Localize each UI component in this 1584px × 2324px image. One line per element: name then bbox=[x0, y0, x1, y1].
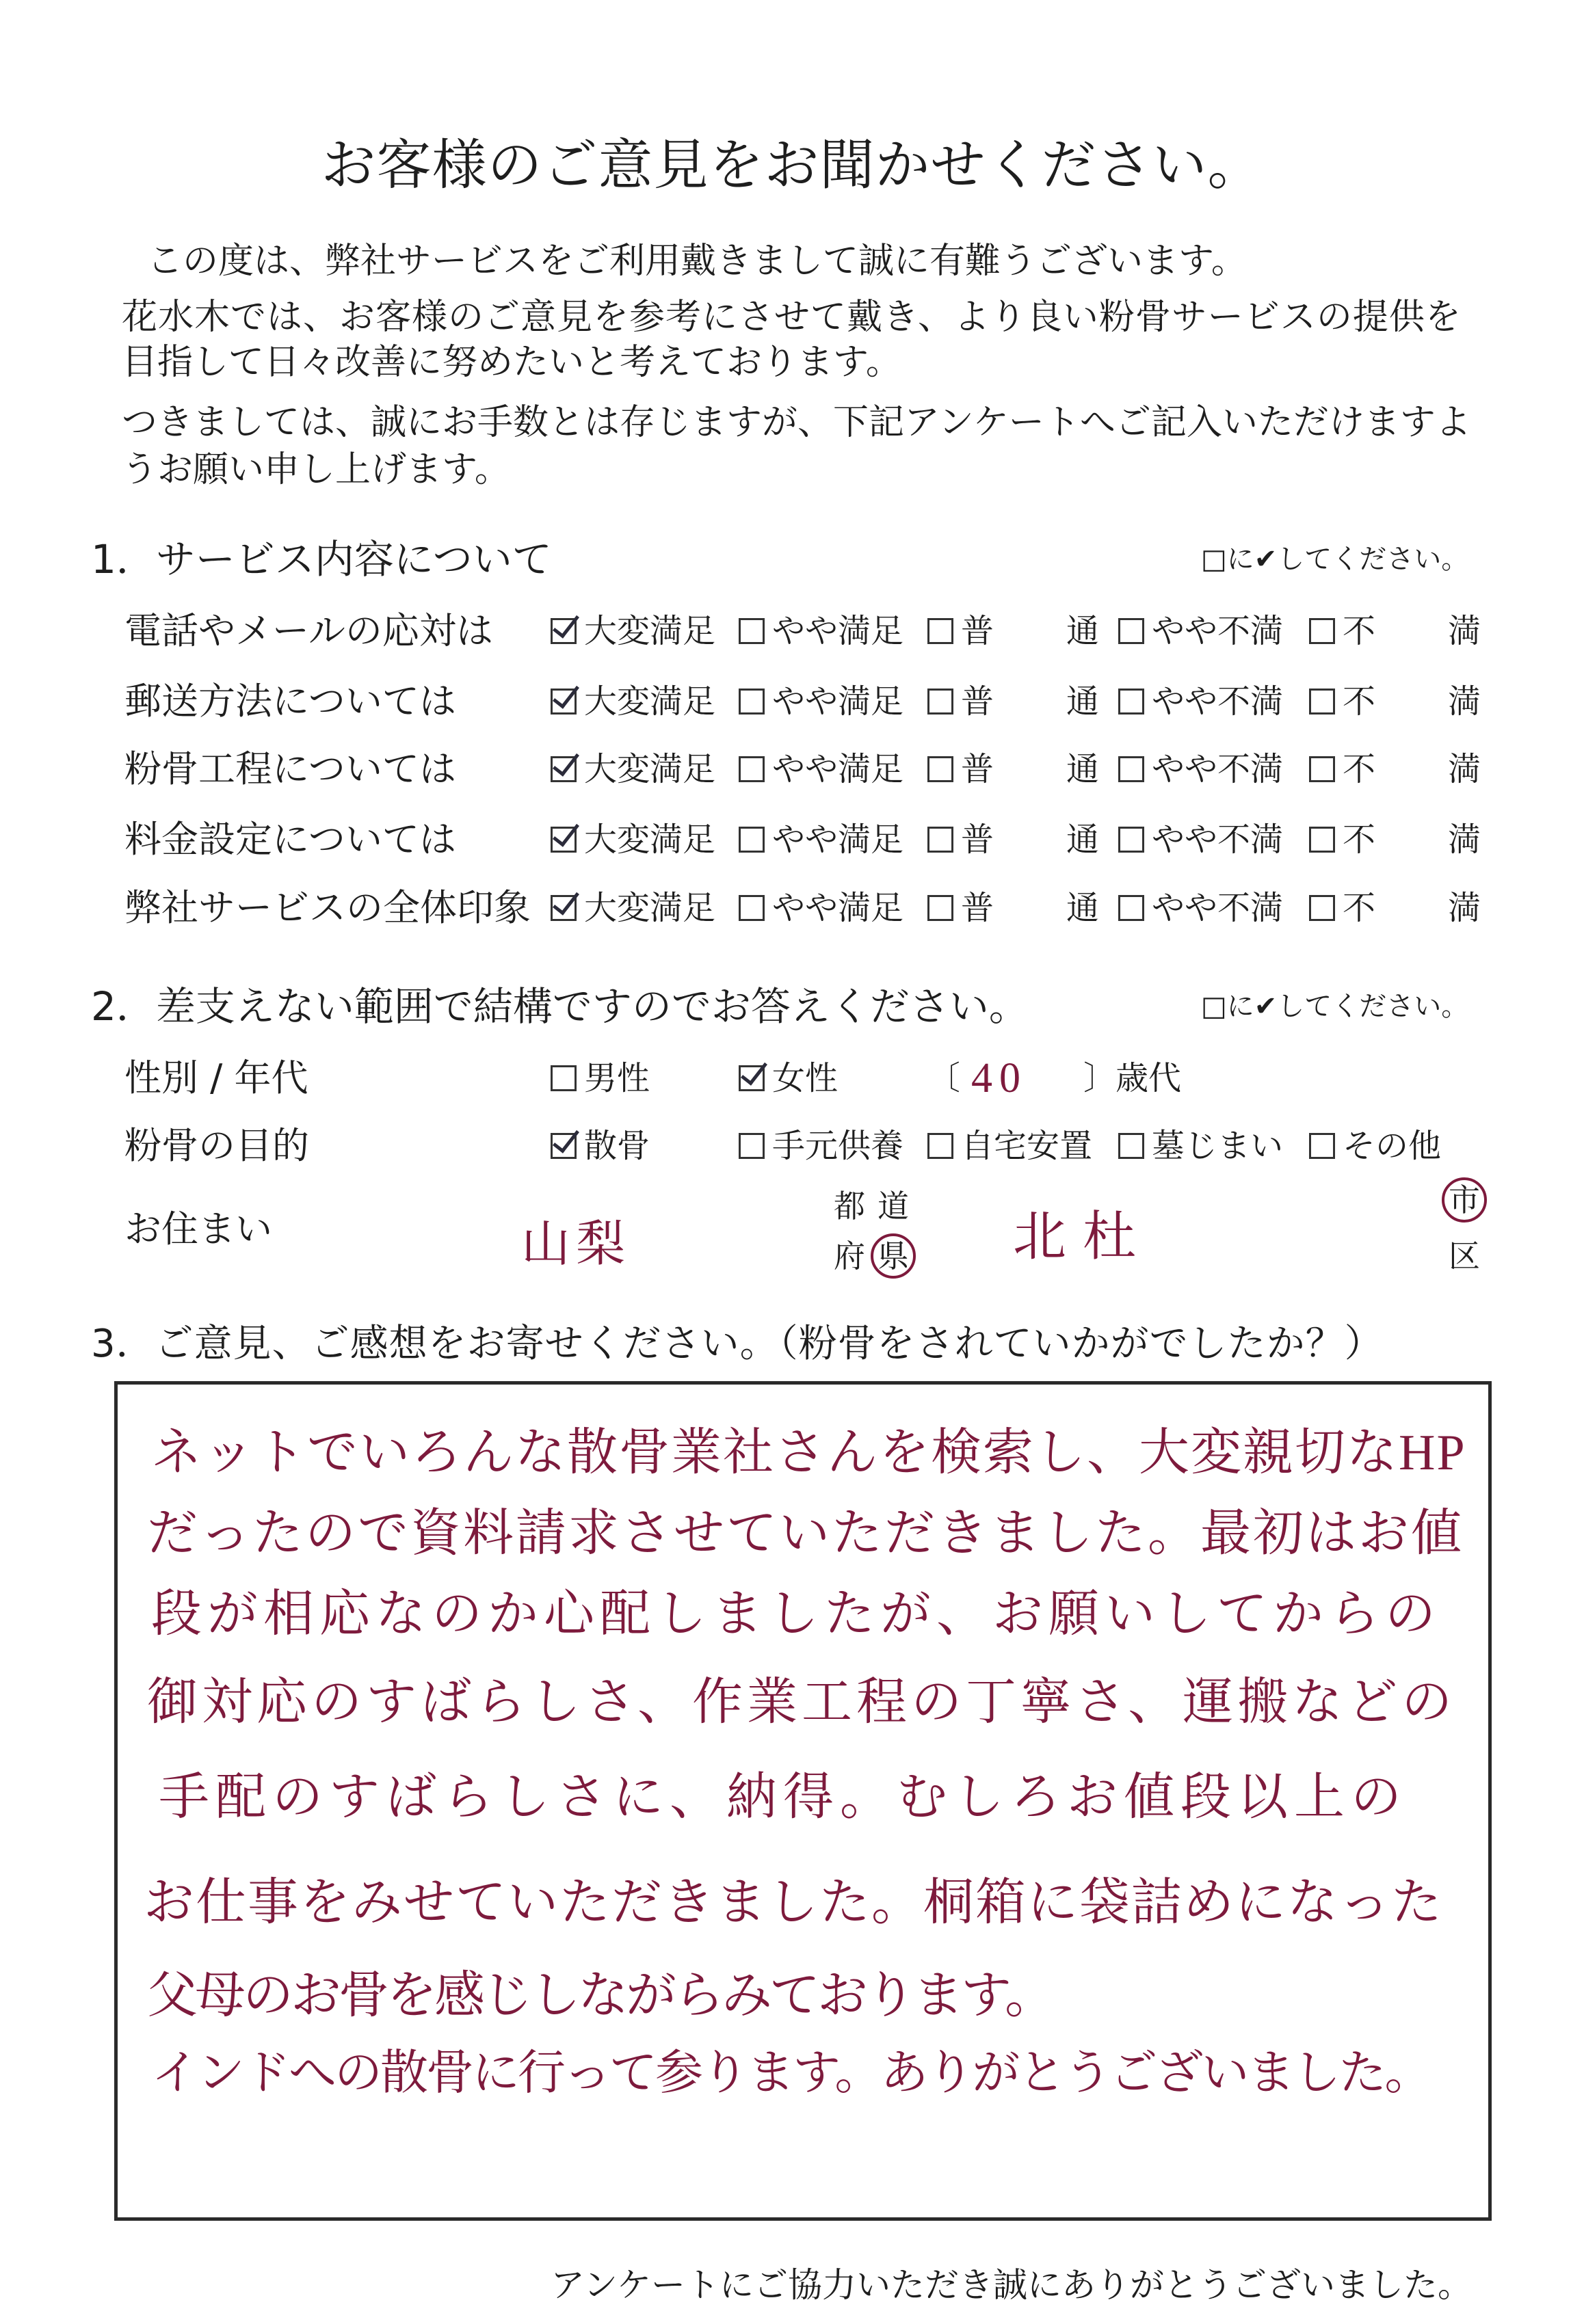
age-bracket-close: 〕 bbox=[1083, 1059, 1117, 1097]
checkbox[interactable] bbox=[739, 827, 765, 853]
checkbox[interactable] bbox=[551, 895, 577, 921]
comment-line: だったので資料請求させていただきました。最初はお値 bbox=[147, 1506, 1464, 1562]
option-label: やや不満 bbox=[1152, 750, 1284, 788]
checkbox[interactable] bbox=[1309, 827, 1335, 853]
option-label: 墓じまい bbox=[1152, 1127, 1284, 1165]
option-label: やや満足 bbox=[772, 612, 904, 650]
checkbox[interactable] bbox=[1309, 618, 1335, 644]
option-label: やや不満 bbox=[1152, 612, 1284, 650]
option-label: 大変満足 bbox=[584, 682, 716, 721]
intro-line: 目指して日々改善に努めたいと考えております。 bbox=[122, 342, 901, 383]
checkbox[interactable] bbox=[1118, 827, 1144, 853]
question-row bbox=[0, 749, 1584, 790]
intro-line: この度は、弊社サービスをご利用戴きまして誠に有難うございます。 bbox=[147, 241, 1247, 282]
checkbox[interactable] bbox=[927, 827, 953, 853]
comment-line: お仕事をみせていただきました。桐箱に袋詰めになった bbox=[144, 1875, 1443, 1931]
option-label: 自宅安置 bbox=[961, 1127, 1093, 1165]
checkbox[interactable] bbox=[739, 689, 765, 714]
option-label: 手元供養 bbox=[772, 1127, 904, 1165]
footer-thanks: アンケートにご協力いただき誠にありがとうございました。 bbox=[551, 2265, 1472, 2305]
option-label: やや満足 bbox=[772, 750, 904, 788]
residence-row bbox=[0, 1209, 1584, 1250]
question-row bbox=[0, 819, 1584, 860]
checkbox[interactable] bbox=[739, 756, 765, 782]
option-label: 女性 bbox=[772, 1059, 839, 1097]
checkbox[interactable] bbox=[1309, 895, 1335, 921]
city-suffix: 区 bbox=[1449, 1238, 1480, 1274]
option-label: 不満 bbox=[1343, 820, 1554, 859]
option-label: 普通 bbox=[961, 889, 1172, 927]
comment-line: 段が相応なのか心配しましたが、お願いしてからの bbox=[151, 1586, 1441, 1642]
option-label: 不満 bbox=[1343, 889, 1554, 927]
checkbox[interactable] bbox=[1309, 689, 1335, 714]
option-label: 普通 bbox=[961, 682, 1172, 721]
city-value: 北杜 bbox=[1013, 1207, 1153, 1266]
option-label: やや不満 bbox=[1152, 889, 1284, 927]
checkbox[interactable] bbox=[739, 895, 765, 921]
checkbox[interactable] bbox=[1118, 1133, 1144, 1159]
checkbox[interactable] bbox=[551, 689, 577, 714]
option-label: 大変満足 bbox=[584, 750, 716, 788]
comment-line: 御対応のすばらしさ、作業工程の丁寧さ、運搬などの bbox=[147, 1674, 1457, 1731]
question-row bbox=[0, 681, 1584, 722]
city-suffix: 市 bbox=[1449, 1181, 1480, 1218]
question-row bbox=[0, 887, 1584, 929]
age-value: 40 bbox=[971, 1055, 1027, 1101]
purpose-row bbox=[0, 1125, 1584, 1166]
option-label: 普通 bbox=[961, 612, 1172, 650]
age-bracket-open: 〔 bbox=[927, 1059, 961, 1097]
prefecture-suffix: 道 bbox=[877, 1188, 909, 1225]
comment-line: 父母のお骨を感じしながらみております。 bbox=[147, 1968, 1053, 2024]
checkbox[interactable] bbox=[1118, 689, 1144, 714]
checkbox[interactable] bbox=[551, 1065, 577, 1091]
option-label: 不満 bbox=[1343, 612, 1554, 650]
intro-line: つきましては、誠にお手数とは存じますが、下記アンケートへご記入いただけますよ bbox=[122, 402, 1471, 443]
checkbox[interactable] bbox=[1118, 618, 1144, 644]
comment-line: 手配のすばらしさに、納得。むしろお値段以上の bbox=[159, 1769, 1408, 1826]
question-label: 粉骨工程については bbox=[124, 747, 456, 790]
question-label: 電話やメールの応対は bbox=[124, 609, 493, 652]
question-label: 粉骨の目的 bbox=[124, 1124, 309, 1167]
option-label: やや満足 bbox=[772, 682, 904, 721]
section-1-heading: 1．サービス内容について bbox=[91, 536, 552, 583]
question-label: 料金設定については bbox=[124, 818, 456, 861]
prefecture-suffix: 府 bbox=[834, 1238, 865, 1274]
prefecture-value: 山梨 bbox=[521, 1217, 631, 1272]
checkbox[interactable] bbox=[739, 1065, 765, 1091]
option-label: 不満 bbox=[1343, 682, 1554, 721]
checkbox[interactable] bbox=[1118, 895, 1144, 921]
option-label: 不満 bbox=[1343, 750, 1554, 788]
checkbox[interactable] bbox=[739, 1133, 765, 1159]
checkbox[interactable] bbox=[551, 618, 577, 644]
option-label: やや不満 bbox=[1152, 820, 1284, 859]
checkbox[interactable] bbox=[1309, 756, 1335, 782]
checkbox[interactable] bbox=[551, 756, 577, 782]
checkbox[interactable] bbox=[927, 618, 953, 644]
question-row bbox=[0, 611, 1584, 652]
option-label: 普通 bbox=[961, 750, 1172, 788]
option-label: やや満足 bbox=[772, 889, 904, 927]
option-label: 大変満足 bbox=[584, 820, 716, 859]
option-label: 男性 bbox=[584, 1059, 650, 1097]
checkbox[interactable] bbox=[927, 689, 953, 714]
question-label: 郵送方法については bbox=[124, 680, 456, 723]
option-label: やや満足 bbox=[772, 820, 904, 859]
comment-line: ネットでいろんな散骨業社さんを検索し、大変親切なHP bbox=[151, 1425, 1466, 1481]
intro-line: うお願い申し上げます。 bbox=[122, 449, 510, 490]
prefecture-suffix: 県 bbox=[877, 1238, 909, 1274]
age-suffix: 歳代 bbox=[1116, 1059, 1182, 1097]
checkbox[interactable] bbox=[551, 827, 577, 853]
option-label: 大変満足 bbox=[584, 612, 716, 650]
checkbox[interactable] bbox=[927, 756, 953, 782]
question-label: 弊社サービスの全体印象 bbox=[124, 886, 531, 929]
prefecture-suffix: 都 bbox=[834, 1188, 865, 1225]
comment-line: インドへの散骨に行って参ります。ありがとうございました。 bbox=[151, 2047, 1431, 2100]
question-label: 性別 / 年代 bbox=[124, 1056, 308, 1099]
option-label: 普通 bbox=[961, 820, 1172, 859]
section-3-heading: 3．ご意見、ご感想をお寄せください。（粉骨をされていかがでしたか？） bbox=[91, 1322, 1384, 1366]
page-title: お客様のご意見をお聞かせください。 bbox=[321, 133, 1263, 197]
option-label: やや不満 bbox=[1152, 682, 1284, 721]
checkbox[interactable] bbox=[927, 895, 953, 921]
checkbox[interactable] bbox=[1309, 1133, 1335, 1159]
checkbox[interactable] bbox=[927, 1133, 953, 1159]
checkbox[interactable] bbox=[1118, 756, 1144, 782]
check-instruction: □に✔してください。 bbox=[1201, 544, 1469, 575]
question-label: お住まい bbox=[124, 1207, 272, 1251]
option-label: その他 bbox=[1343, 1127, 1442, 1165]
checkbox[interactable] bbox=[551, 1133, 577, 1159]
gender-age-row bbox=[0, 1055, 1584, 1101]
intro-line: 花水木では、お客様のご意見を参考にさせて戴き、より良い粉骨サービスの提供を bbox=[122, 297, 1462, 338]
checkbox[interactable] bbox=[739, 618, 765, 644]
option-label: 散骨 bbox=[584, 1127, 650, 1165]
section-2-heading: 2．差支えない範囲で結構ですのでお答えください。 bbox=[91, 983, 1029, 1030]
check-instruction: □に✔してください。 bbox=[1201, 991, 1469, 1022]
option-label: 大変満足 bbox=[584, 889, 716, 927]
